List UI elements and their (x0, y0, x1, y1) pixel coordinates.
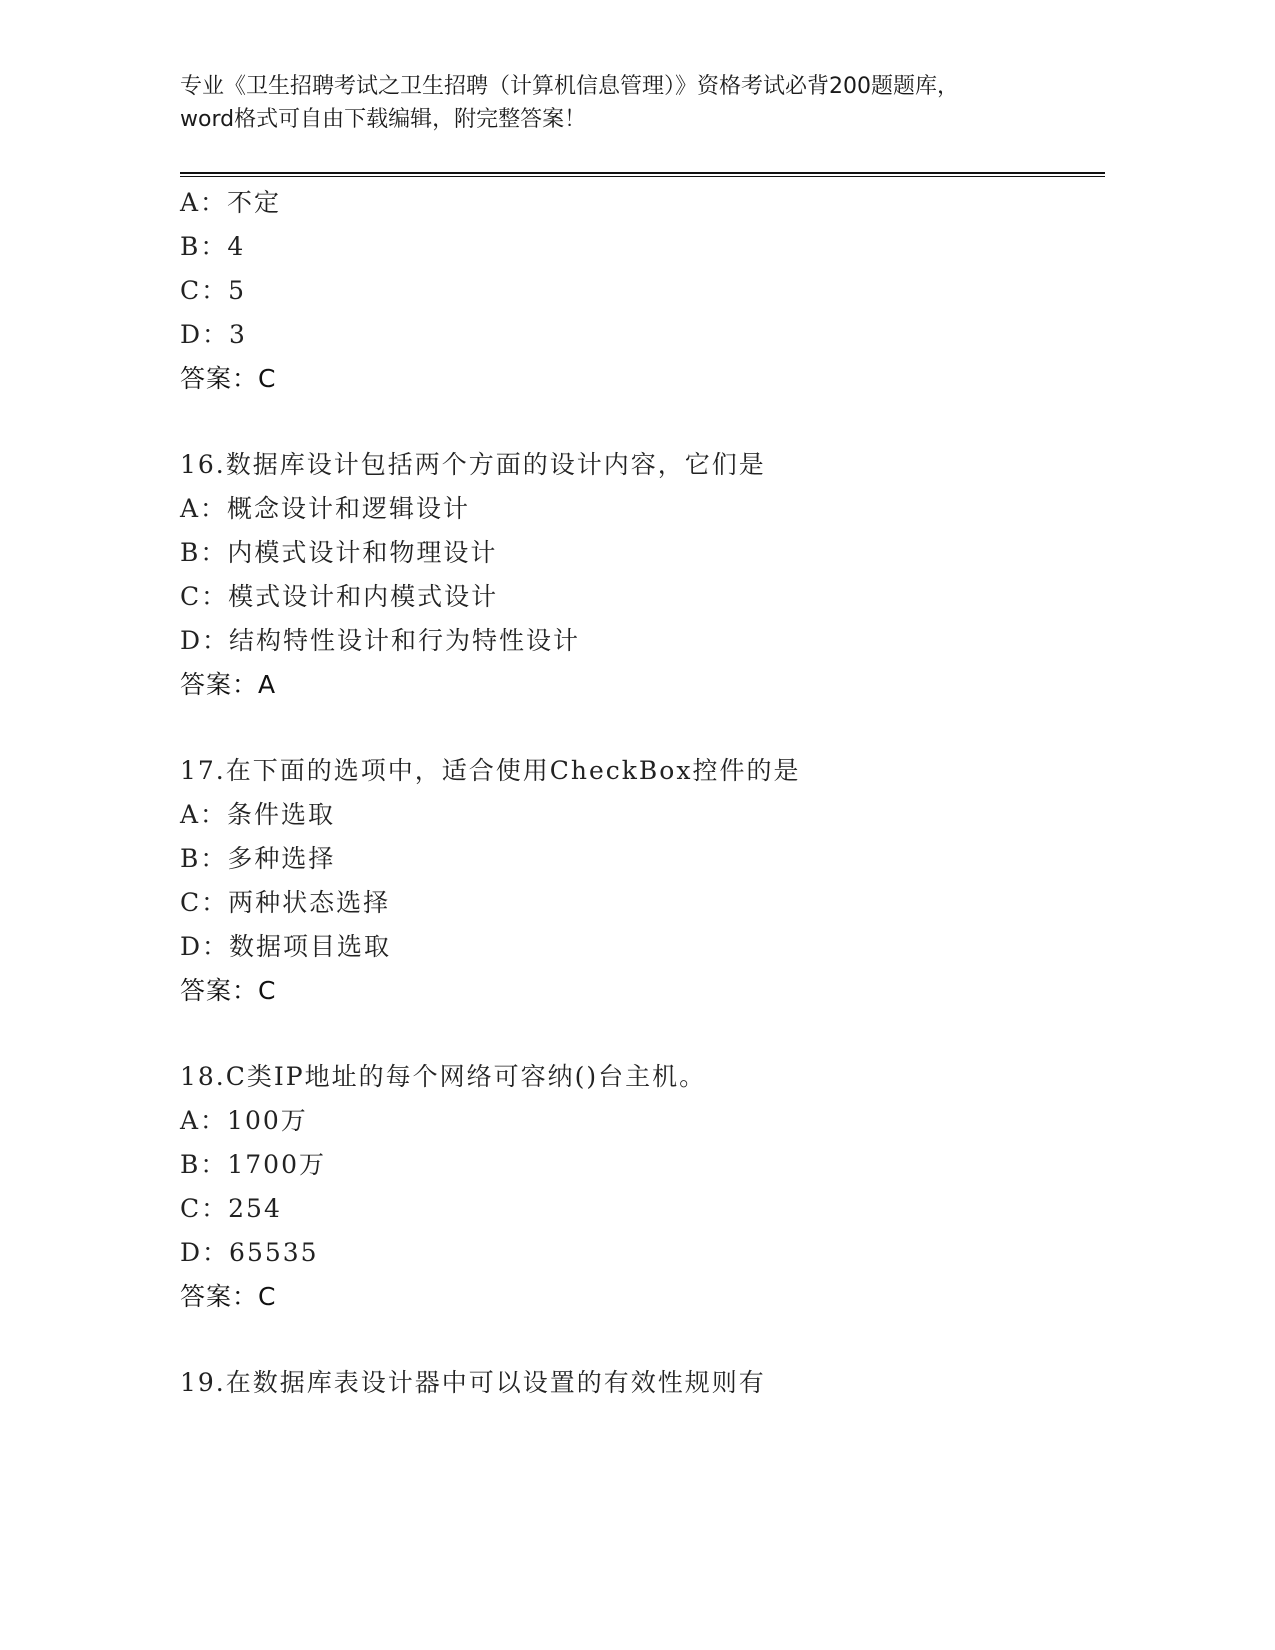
document-header (180, 70, 1110, 136)
option-c: C：254 (180, 1194, 282, 1223)
option-c: C：两种状态选择 (180, 888, 391, 917)
answer: 答案：A (180, 670, 277, 699)
option-a: A：100万 (180, 1106, 308, 1135)
header-divider-thick (180, 172, 1105, 174)
option-b: B：4 (180, 232, 246, 261)
header-divider-thin (180, 176, 1105, 177)
answer: 答案：C (180, 1282, 277, 1311)
question-text: 19.在数据库表设计器中可以设置的有效性规则有 (180, 1368, 766, 1397)
question-block-19 (180, 1361, 1105, 1405)
question-block-17 (180, 749, 1105, 1013)
question-block-18 (180, 1055, 1105, 1319)
question-text: 18.C类IP地址的每个网络可容纳()台主机。 (180, 1062, 707, 1091)
answer: 答案：C (180, 364, 277, 393)
header-line-2: word格式可自由下载编辑，附完整答案！ (180, 107, 587, 132)
option-b: B：1700万 (180, 1150, 326, 1179)
question-block-15-continued (180, 181, 1105, 401)
option-c: C：模式设计和内模式设计 (180, 582, 499, 611)
question-text: 17.在下面的选项中，适合使用CheckBox控件的是 (180, 756, 801, 785)
option-d: D：65535 (180, 1238, 319, 1267)
option-a: A：不定 (180, 188, 282, 217)
answer: 答案：C (180, 976, 277, 1005)
question-text: 16.数据库设计包括两个方面的设计内容，它们是 (180, 450, 766, 479)
question-block-16 (180, 443, 1105, 707)
option-c: C：5 (180, 276, 247, 305)
option-d: D：3 (180, 320, 247, 349)
option-d: D：结构特性设计和行为特性设计 (180, 626, 581, 655)
option-b: B：多种选择 (180, 844, 336, 873)
header-line-1: 专业《卫生招聘考试之卫生招聘（计算机信息管理）》资格考试必背200题题库， (180, 74, 959, 99)
option-d: D：数据项目选取 (180, 932, 392, 961)
question-list (180, 181, 1105, 1405)
option-a: A：概念设计和逻辑设计 (180, 494, 471, 523)
option-a: A：条件选取 (180, 800, 336, 829)
option-b: B：内模式设计和物理设计 (180, 538, 498, 567)
